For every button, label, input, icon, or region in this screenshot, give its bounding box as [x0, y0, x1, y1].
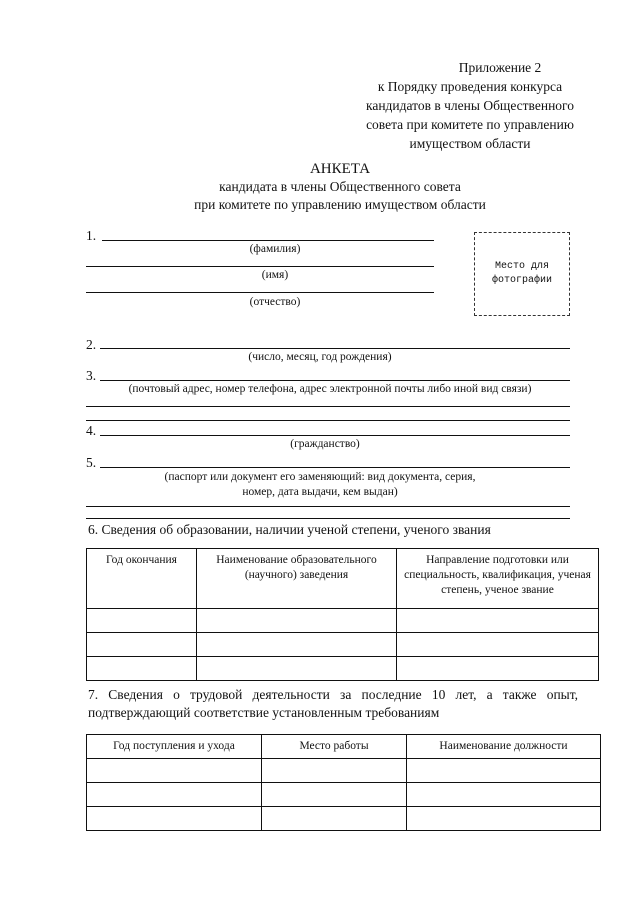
- contacts-caption: (почтовый адрес, номер телефона, адрес электронной почты либо иной вид связи): [128, 383, 532, 395]
- table-row: [87, 759, 601, 783]
- passport-caption: [120, 470, 520, 500]
- column-header: Год поступления и ухода: [87, 735, 262, 759]
- education-section-heading: 6. Сведения об образовании, наличии ученой степени, ученого звания: [88, 522, 491, 537]
- column-header: Место работы: [262, 735, 407, 759]
- field-number-5: 5.: [86, 455, 97, 470]
- table-cell[interactable]: [407, 759, 601, 783]
- photo-label: Место для: [494, 261, 549, 272]
- field-number-1: 1.: [86, 228, 97, 243]
- field-number-3: 3.: [86, 368, 97, 383]
- table-cell[interactable]: [407, 807, 601, 831]
- table-cell[interactable]: [397, 633, 599, 657]
- column-header: Направление подготовки или специальность, квалификация, ученая степень, ученое звание: [397, 549, 599, 609]
- contacts-extra-line[interactable]: [86, 406, 570, 407]
- employment-table-header: [87, 735, 601, 759]
- appendix-line: кандидатов в члены Общественного: [365, 98, 574, 113]
- appendix-line: имуществом области: [409, 136, 531, 151]
- passport-caption-line: номер, дата выдачи, кем выдан): [242, 486, 398, 498]
- table-row: [87, 783, 601, 807]
- patronymic-line[interactable]: [86, 292, 434, 293]
- birth-date-line[interactable]: [100, 348, 570, 349]
- employment-heading-line: 7. Сведения о трудовой деятельности за последние 10 лет, а также опыт,: [88, 687, 578, 702]
- table-cell[interactable]: [87, 807, 262, 831]
- table-cell[interactable]: [262, 759, 407, 783]
- name-caption: (имя): [261, 269, 289, 281]
- education-table: [86, 548, 599, 681]
- table-cell[interactable]: [87, 759, 262, 783]
- table-cell[interactable]: [397, 609, 599, 633]
- birth-date-caption: (число, месяц, год рождения): [248, 351, 392, 363]
- citizenship-caption: (гражданство): [290, 438, 360, 450]
- form-title-sub: при комитете по управлению имуществом области: [194, 197, 486, 212]
- table-cell[interactable]: [197, 633, 397, 657]
- employment-table: [86, 734, 601, 831]
- table-cell[interactable]: [407, 783, 601, 807]
- surname-line[interactable]: [102, 240, 434, 241]
- employment-heading-line: подтверждающий соответствие установленным требованиям: [88, 705, 440, 720]
- photo-label: фотографии: [491, 275, 552, 286]
- form-title-main: АНКЕТА: [309, 161, 371, 177]
- appendix-line: совета при комитете по управлению: [366, 117, 574, 132]
- column-header: Год окончания: [87, 549, 197, 609]
- table-row: [87, 633, 599, 657]
- passport-extra-line[interactable]: [86, 506, 570, 507]
- contacts-line[interactable]: [100, 380, 570, 381]
- field-number-2: 2.: [86, 337, 97, 352]
- education-table-header: [87, 549, 599, 609]
- table-cell[interactable]: [262, 807, 407, 831]
- table-cell[interactable]: [197, 657, 397, 681]
- form-title-sub: кандидата в члены Общественного совета: [219, 179, 461, 194]
- surname-caption: (фамилия): [249, 243, 301, 255]
- citizenship-line[interactable]: [100, 435, 570, 436]
- photo-placeholder: [474, 232, 570, 316]
- appendix-line: к Порядку проведения конкурса: [377, 79, 563, 94]
- table-row: [87, 609, 599, 633]
- passport-caption-line: (паспорт или документ его заменяющий: вид документа, серия,: [164, 471, 476, 483]
- patronymic-caption: (отчество): [249, 296, 301, 308]
- table-cell[interactable]: [197, 609, 397, 633]
- table-cell[interactable]: [262, 783, 407, 807]
- appendix-reference: [340, 58, 600, 153]
- table-cell[interactable]: [87, 609, 197, 633]
- table-row: [87, 807, 601, 831]
- table-cell[interactable]: [397, 657, 599, 681]
- contacts-extra-line[interactable]: [86, 420, 570, 421]
- table-cell[interactable]: [87, 657, 197, 681]
- employment-section-heading: [88, 686, 578, 722]
- name-line[interactable]: [86, 266, 434, 267]
- field-number-4: 4.: [86, 423, 97, 438]
- passport-extra-line[interactable]: [86, 518, 570, 519]
- form-title: [0, 160, 640, 214]
- column-header: Наименование должности: [407, 735, 601, 759]
- appendix-line: Приложение 2: [458, 60, 542, 75]
- column-header: Наименование образовательного (научного) заведения: [197, 549, 397, 609]
- passport-line[interactable]: [100, 467, 570, 468]
- table-row: [87, 657, 599, 681]
- table-cell[interactable]: [87, 633, 197, 657]
- table-cell[interactable]: [87, 783, 262, 807]
